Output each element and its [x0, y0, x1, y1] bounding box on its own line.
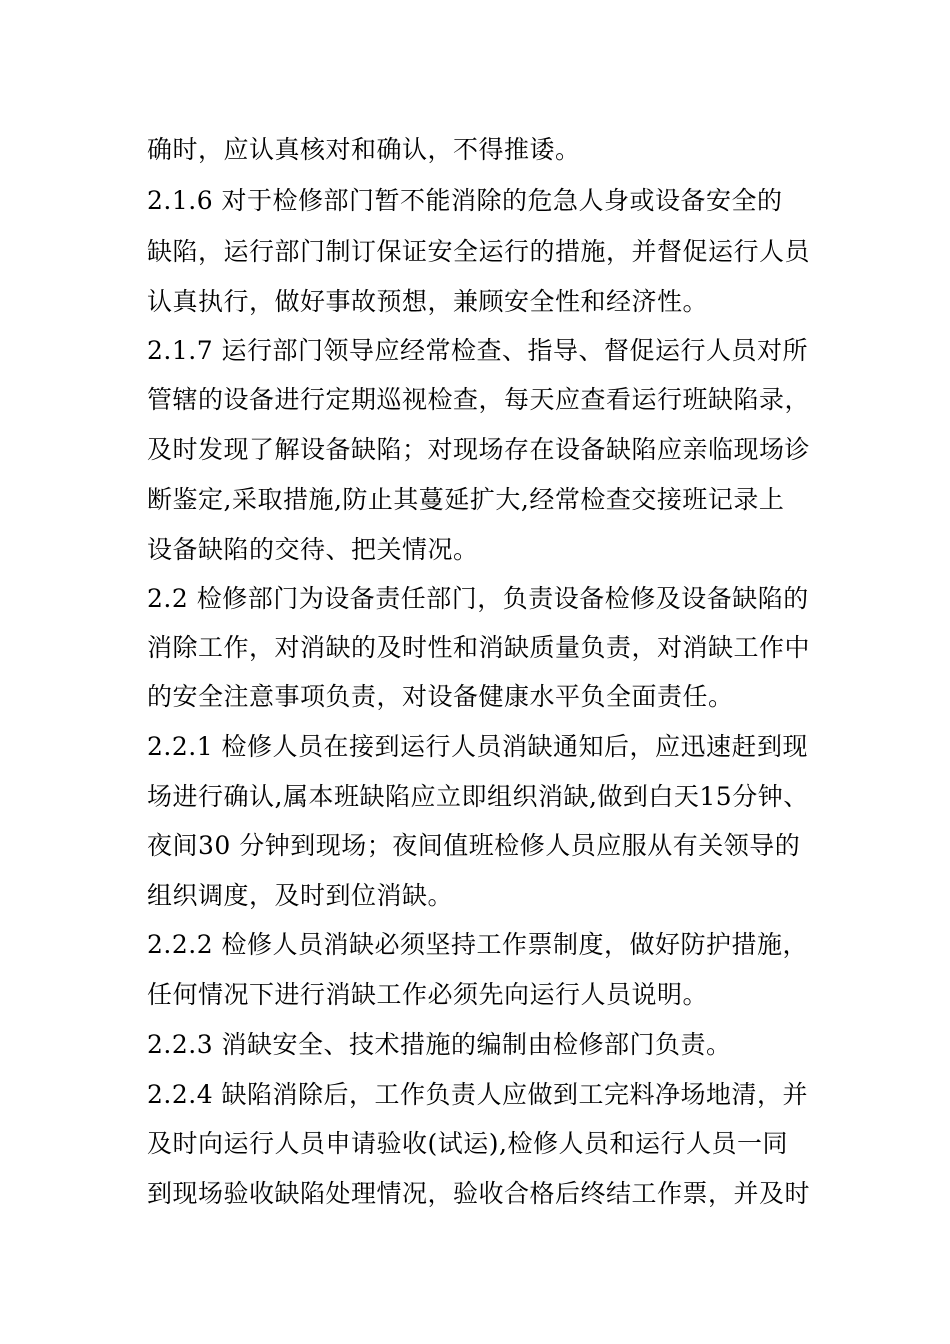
text-line: 场进行确认,属本班缺陷应立即组织消缺,做到白天15分钟、 [147, 782, 809, 811]
text-line: 任何情况下进行消缺工作必须先向运行人员说明。 [147, 980, 709, 1009]
text-line: 管辖的设备进行定期巡视检查，每天应查看运行班缺陷录， [147, 385, 811, 414]
text-line: 2.1.7 运行部门领导应经常检查、指导、督促运行人员对所 [147, 336, 809, 365]
text-line: 认真执行，做好事故预想，兼顾安全性和经济性。 [147, 287, 709, 316]
text-line: 2.2.4 缺陷消除后，工作负责人应做到工完料净场地清，并 [147, 1080, 809, 1109]
text-line: 到现场验收缺陷处理情况，验收合格后终结工作票，并及时 [147, 1179, 811, 1208]
text-line: 及时发现了解设备缺陷；对现场存在设备缺陷应亲临现场诊 [147, 435, 811, 464]
text-line: 设备缺陷的交待、把关情况。 [147, 535, 479, 564]
text-line: 夜间30 分钟到现场；夜间值班检修人员应服从有关领导的 [147, 831, 801, 860]
text-line: 2.2 检修部门为设备责任部门，负责设备检修及设备缺陷的 [147, 584, 809, 613]
text-line: 断鉴定,采取措施,防止其蔓延扩大,经常检查交接班记录上 [147, 485, 785, 514]
text-line: 及时向运行人员申请验收(试运),检修人员和运行人员一同 [147, 1129, 788, 1158]
text-line: 组织调度，及时到位消缺。 [147, 881, 454, 910]
text-line: 2.1.6 对于检修部门暂不能消除的危急人身或设备安全的 [147, 186, 783, 215]
text-line: 2.2.3 消缺安全、技术措施的编制由检修部门负责。 [147, 1030, 732, 1059]
text-line: 的安全注意事项负责，对设备健康水平负全面责任。 [147, 682, 734, 711]
text-line: 缺陷，运行部门制订保证安全运行的措施，并督促运行人员 [147, 237, 811, 266]
text-line: 2.2.1 检修人员在接到运行人员消缺通知后，应迅速赶到现 [147, 732, 809, 761]
text-line: 消除工作，对消缺的及时性和消缺质量负责，对消缺工作中 [147, 633, 811, 662]
text-line: 2.2.2 检修人员消缺必须坚持工作票制度，做好防护措施， [147, 930, 809, 959]
text-line: 确时，应认真核对和确认，不得推诿。 [147, 135, 581, 164]
